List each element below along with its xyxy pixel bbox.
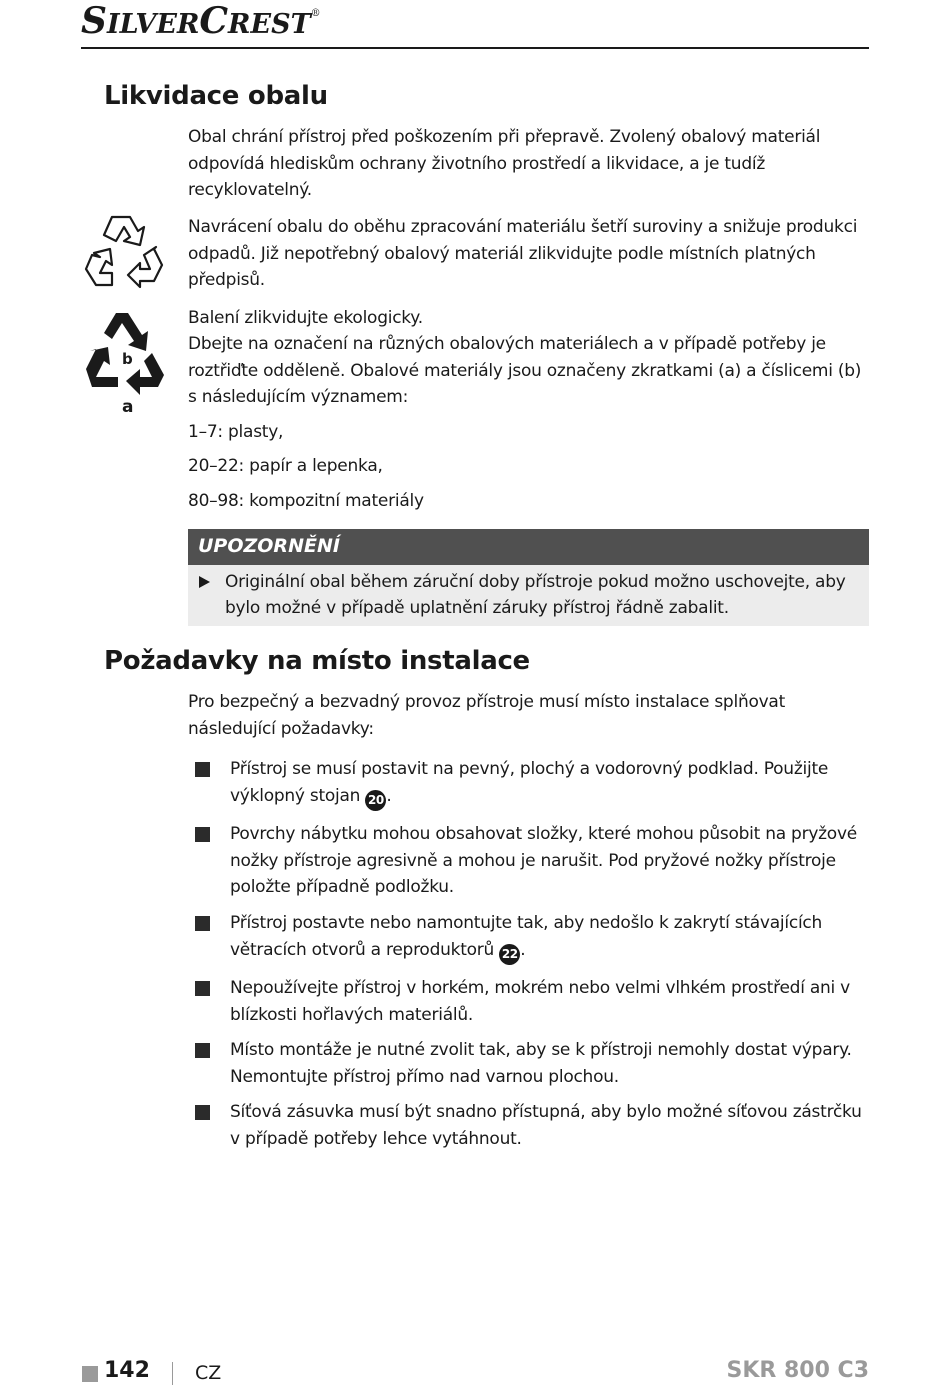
language-code: CZ [195,1362,222,1384]
brand-logo: SILVERCREST® [81,0,321,42]
triangle-label-b: b [122,350,133,368]
bullet-square-icon [195,762,210,777]
bullet-square-icon [195,1043,210,1058]
bullet-square-icon [195,981,210,996]
list-item: Nepoužívejte přístroj v horkém, mokrém nebo velmi vlhkém prostředí ani v blízkosti hořlavých materiálů. [230,978,850,1025]
bullet-square-icon [195,916,210,931]
recycling-code-triangle-icon [82,309,166,417]
list-item: Přístroj se musí postavit na pevný, plochý a vodorovný podklad. Použijte výklopný stojan 20 . [230,756,870,811]
list-item: Síťová zásuvka musí být snadno přístupná, aby bylo možné síťovou zástrčku v případě potřeby lehce vytáhnout. [230,1102,862,1149]
list-item: Místo montáže je nutné zvolit tak, aby se k přístroji nemohly dostat výpary. Nemontujte přístroj přímo nad varnou plochou. [230,1040,852,1087]
bullet-square-icon [195,1105,210,1120]
header-rule [81,47,869,49]
recycle-icon [82,211,166,293]
list-item: Povrchy nábytku mohou obsahovat složky, které mohou působit na pryžové nožky přístroje agresivně a mohou je narušit. Pod pryžové nožky přístroje položte případně podložku. [230,824,857,897]
list-item: Přístroj postavte nebo namontujte tak, aby nedošlo k zakrytí stávajících větracích otvorů a reproduktorů 22 . [230,910,870,965]
footer-square-icon [82,1366,98,1382]
installation-intro: Pro bezpečný a bezvadný provoz přístroje musí místo instalace splňovat následující požadavky: [188,692,786,739]
part-number-badge: 20 [365,790,386,811]
notice-box [188,529,869,626]
disposal-para-3a: Balení zlikvidujte ekologicky. [188,308,423,328]
code-paper: 20–22: papír a lepenka, [188,456,383,476]
disposal-para-3b: Dbejte na označení na různých obalových materiálech a v případě potřeby je roztřiďte odděleně. Obalové materiály jsou označeny zkratkami (a) a číslicemi (b) s následujícím významem: [188,334,862,407]
model-number: SKR 800 C3 [726,1358,869,1383]
triangle-label-a: a [122,397,134,417]
code-composite: 80–98: kompozitní materiály [188,491,424,511]
part-number-badge: 22 [499,944,520,965]
bullet-square-icon [195,827,210,842]
notice-text: Originální obal během záruční doby přístroje pokud možno uschovejte, aby bylo možné v případě uplatnění záruky přístroj řádně zabalit. [225,572,846,618]
section-title-disposal: Likvidace obalu [104,81,328,111]
notice-header [188,529,869,565]
code-plastics: 1–7: plasty, [188,422,284,442]
notice-title: UPOZORNĚNÍ [198,535,340,557]
disposal-para-2: Navrácení obalu do oběhu zpracování materiálu šetří suroviny a snižuje produkci odpadů. Již nepotřebný obalový materiál zlikvidujte podle místních platných předpisů. [188,217,858,290]
arrow-right-icon [199,576,210,588]
disposal-para-1: Obal chrání přístroj před poškozením při přepravě. Zvolený obalový materiál odpovídá hlediskům ochrany životního prostředí a likvidace, a je tudíž recyklovatelný. [188,127,821,200]
page-number: 142 [104,1358,150,1383]
section-title-installation: Požadavky na místo instalace [104,646,530,676]
footer-divider [172,1362,173,1385]
